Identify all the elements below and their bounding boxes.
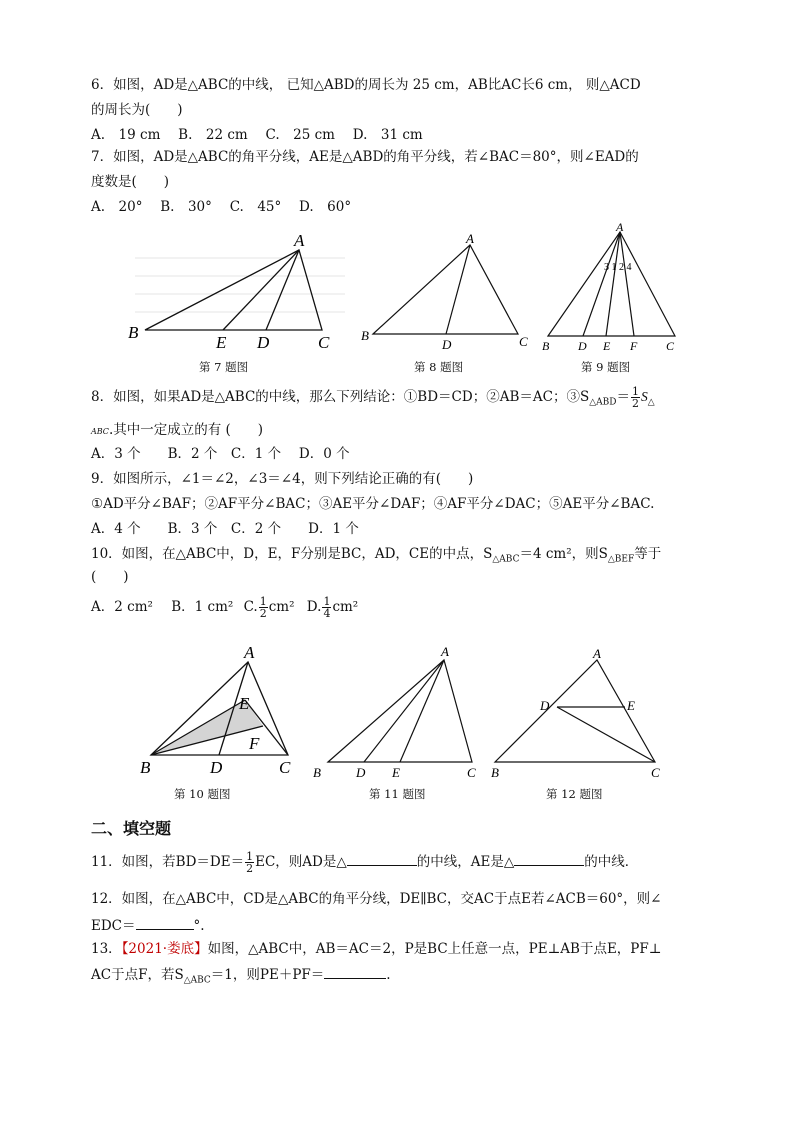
q7-options: A. 20° B. 30° C. 45° D. 60° [91,199,352,215]
figure-10 [135,640,305,780]
fig12-label-a: A [593,646,601,661]
q8-line2-text: .其中一定成立的有 ( ) [108,422,264,438]
fig11-label-b: B [313,765,321,780]
q8-line1 [91,386,655,414]
q10-opt-c-label: C. [243,599,258,615]
q12-line2 [91,915,205,935]
q11-text-mid2: 的中线，AE是△ [416,854,515,870]
q10-opt-c-fraction [259,596,268,619]
fig11-label-a: A [441,644,449,659]
q6-line2: 的周长为( ) [91,102,183,118]
fig7-label-b: B [128,323,139,342]
q10-text-mid: ＝4 cm²，则S [519,546,608,562]
q10-line1 [91,545,661,569]
q11-frac-den: 2 [246,862,254,875]
q8-options: A．3 个 B．2 个 C．1 个 D．0 个 [91,446,350,462]
q10-opt-d-den: 4 [323,607,331,620]
q13-number: 13． [91,941,122,957]
q10-opt-d-label: D. [306,599,322,615]
q11-blank-1[interactable] [347,851,417,866]
fig9-label-a: A [616,220,624,234]
q10-text-pre: 10．如图，在△ABC中，D，E，F分别是BC，AD，CE的中点，S [91,546,493,562]
q10-opt-c-num: 1 [259,595,267,608]
fig12-label-d: D [540,698,550,713]
q11-text-mid: EC，则AD是△ [255,854,347,870]
q13-text-pre: AC于点F，若S [91,967,184,983]
q8-frac-den: 2 [631,397,639,410]
q12-line1: 12．如图，在△ABC中，CD是△ABC的角平分线，DE∥BC，交AC于点E若∠ACB＝60°，则∠ [91,891,662,907]
q13-blank[interactable] [324,964,386,979]
fig12-label-c: C [651,765,660,780]
q8-eq: ＝ [616,389,630,405]
q10-opt-b: B．1 cm² [171,599,234,615]
q10-line2: ( ) [91,569,129,585]
q10-sub2: △BEF [607,554,635,565]
q12-text-end: °. [193,918,205,934]
figure-12 [485,640,667,780]
fig12-caption: 第 12 题图 [546,787,603,801]
q10-options [91,596,358,619]
q13-source-tag: 【2021·娄底】 [121,941,208,957]
fig9-label-d: D [578,339,587,353]
q11-text-pre: 11．如图，若BD＝DE＝ [91,854,245,870]
fig8-label-a: A [466,231,474,246]
figure-11 [308,640,483,780]
q10-opt-c-unit: cm² [268,599,295,615]
fig8-caption: 第 8 题图 [414,360,464,374]
q13-line1 [91,940,661,958]
figure-9 [538,218,684,356]
fig10-label-e: E [239,694,250,713]
fig10-label-c: C [279,758,291,777]
fig12-label-b: B [491,765,499,780]
q13-text-end: . [386,967,391,983]
q8-frac-num: 1 [631,385,639,398]
fig9-label-e: E [603,339,611,353]
fig9-label-c: C [666,339,675,353]
fig7-label-a: A [294,231,305,250]
fig9-caption: 第 9 题图 [581,360,631,374]
q13-text: 如图，△ABC中，AB＝AC＝2，P是BC上任意一点，PE⊥AB于点E，PF⊥ [207,941,662,957]
q10-text-end: 等于 [634,546,662,562]
q10-sub1: △ABC [492,554,520,565]
q10-opt-c-den: 2 [259,607,267,620]
q10-opt-d-unit: cm² [332,599,359,615]
q8-sub2: △ [647,397,655,408]
q9-options: A．4 个 B．3 个 C．2 个 D．1 个 [91,521,359,537]
q7-line2: 度数是( ) [91,174,170,190]
q13-text-mid: ＝1，则PE＋PF＝ [210,967,325,983]
q12-text-pre: EDC＝ [91,918,136,934]
fig10-label-b: B [140,758,151,777]
q13-line2 [91,964,391,990]
fig11-label-c: C [467,765,476,780]
fig7-label-e: E [216,333,227,352]
q6-line1: 6．如图，AD是△ABC的中线， 已知△ABD的周长为 25 cm，AB比AC长6 cm， 则△ACD [91,77,641,93]
fig8-label-b: B [361,328,369,343]
q13-sub: △ABC [183,975,211,986]
fig11-label-e: E [392,765,400,780]
q10-opt-a: A．2 cm² [91,599,153,615]
q6-options: A. 19 cm B. 22 cm C. 25 cm D. 31 cm [91,127,423,143]
fig9-angle-labels: 3 1 2 4 [604,262,632,273]
q10-opt-d-fraction [322,596,331,619]
fig11-caption: 第 11 题图 [369,787,426,801]
q11-fraction [245,851,254,874]
section-title: 二、填空题 [91,819,172,838]
q11-frac-num: 1 [246,850,254,863]
q8-sub1: △ABD [589,397,617,408]
fig7-label-c: C [318,333,330,352]
q8-line2-sub: ABC [91,427,109,436]
q8-text: 8．如图，如果AD是△ABC的中线，那么下列结论：①BD＝CD；②AB＝AC；③S [91,389,590,405]
fig7-caption: 第 7 题图 [199,360,249,374]
figure-7 [125,228,350,356]
q12-blank[interactable] [136,915,194,930]
fig9-label-b: B [542,339,550,353]
q9-line2: ①AD平分∠BAF；②AF平分∠BAC；③AE平分∠DAF；④AF平分∠DAC；⑤AE平分∠BAC. [91,496,655,512]
fig8-label-d: D [442,337,452,352]
fig10-label-f: F [249,734,260,753]
fig10-label-a: A [244,643,255,662]
figure-8 [357,228,535,356]
q11-text-end: 的中线． [584,854,639,870]
q7-line1: 7．如图，AD是△ABC的角平分线，AE是△ABD的角平分线，若∠BAC＝80°，则∠EAD的 [91,149,639,165]
fig7-label-d: D [257,333,270,352]
fig9-label-f: F [630,339,638,353]
q10-opt-d-num: 1 [323,595,331,608]
q8-line2 [91,421,263,441]
q11-blank-2[interactable] [514,851,584,866]
q9-line1: 9．如图所示，∠1＝∠2，∠3＝∠4，则下列结论正确的有( ) [91,471,474,487]
q8-fraction [631,386,640,409]
fig11-label-d: D [356,765,366,780]
fig8-label-c: C [519,334,528,349]
fig12-label-e: E [627,698,635,713]
fig10-caption: 第 10 题图 [174,787,231,801]
q11-line [91,851,638,874]
fig10-label-d: D [210,758,223,777]
q8-s2: S [640,389,648,404]
